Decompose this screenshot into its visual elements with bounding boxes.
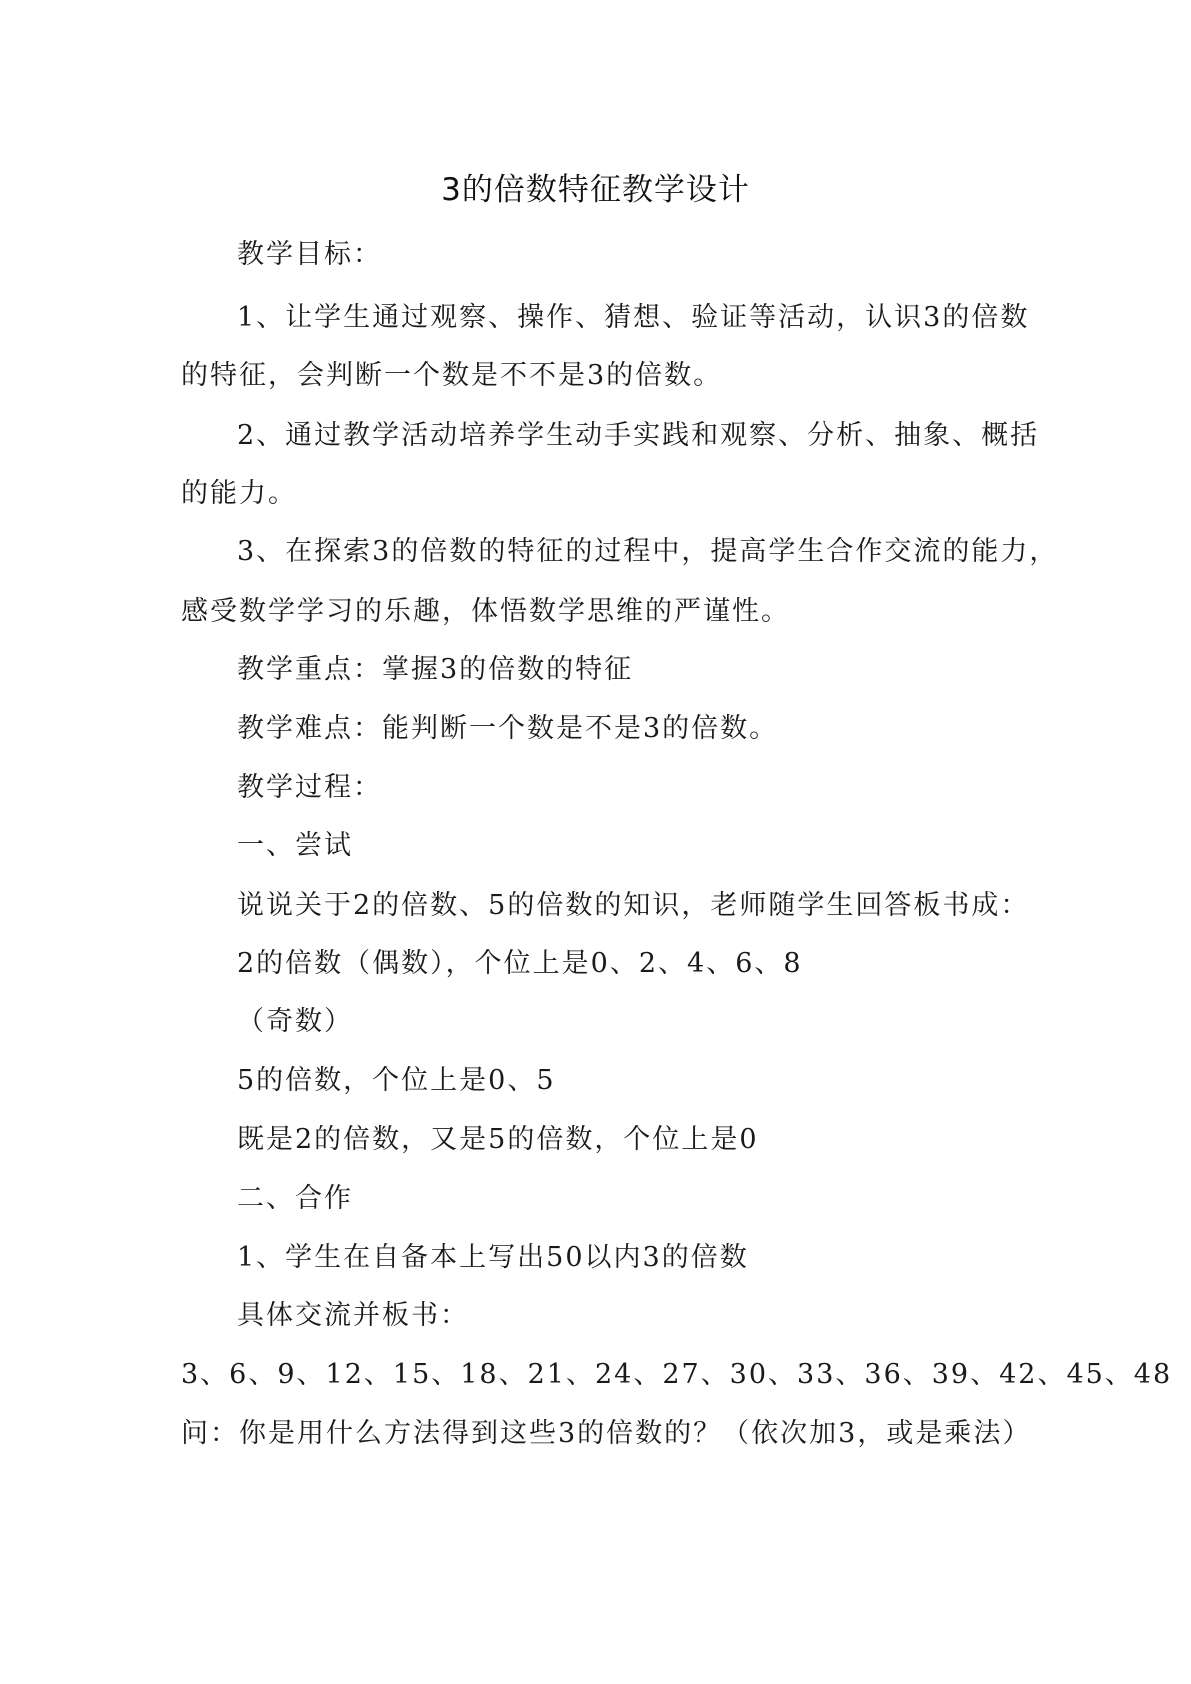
exchange-and-board: 具体交流并板书： <box>237 1300 469 1331</box>
section-2-heading: 二、合作 <box>237 1183 353 1214</box>
goal-2-line-2: 的能力。 <box>181 478 297 509</box>
multiples-of-2-and-5-line: 既是2的倍数，又是5的倍数，个位上是0 <box>237 1124 759 1155</box>
goal-2-line-1: 2、通过教学活动培养学生动手实践和观察、分析、抽象、概括 <box>237 420 1040 451</box>
multiples-of-3-list: 3、6、9、12、15、18、21、24、27、30、33、36、39、42、45、48 <box>181 1359 1173 1390</box>
section-1-heading: 一、尝试 <box>237 830 353 861</box>
goal-1-line-1: 1、让学生通过观察、操作、猜想、验证等活动，认识3的倍数 <box>237 302 1030 333</box>
multiples-of-2-line: 2的倍数（偶数），个位上是0、2、4、6、8 <box>237 948 803 979</box>
heading-teaching-goals: 教学目标： <box>237 239 382 270</box>
document-title: 3的倍数特征教学设计 <box>441 172 750 208</box>
goal-3-line-1: 3、在探索3的倍数的特征的过程中，提高学生合作交流的能力， <box>237 536 1059 567</box>
heading-teaching-process: 教学过程： <box>237 772 382 803</box>
goal-3-line-2: 感受数学学习的乐趣，体悟数学思维的严谨性。 <box>181 596 790 627</box>
question-line: 问：你是用什么方法得到这些3的倍数的？（依次加3，或是乘法） <box>181 1418 1032 1449</box>
section-1-intro: 说说关于2的倍数、5的倍数的知识，老师随学生回答板书成： <box>237 890 1030 921</box>
teaching-difficulty: 教学难点：能判断一个数是不是3的倍数。 <box>237 713 779 744</box>
multiples-of-5-line: 5的倍数，个位上是0、5 <box>237 1065 556 1096</box>
section-2-task-1: 1、学生在自备本上写出50以内3的倍数 <box>237 1242 749 1273</box>
goal-1-line-2: 的特征，会判断一个数是不不是3的倍数。 <box>181 360 723 391</box>
odd-number-note: （奇数） <box>237 1006 353 1037</box>
teaching-key-point: 教学重点：掌握3的倍数的特征 <box>237 654 634 685</box>
